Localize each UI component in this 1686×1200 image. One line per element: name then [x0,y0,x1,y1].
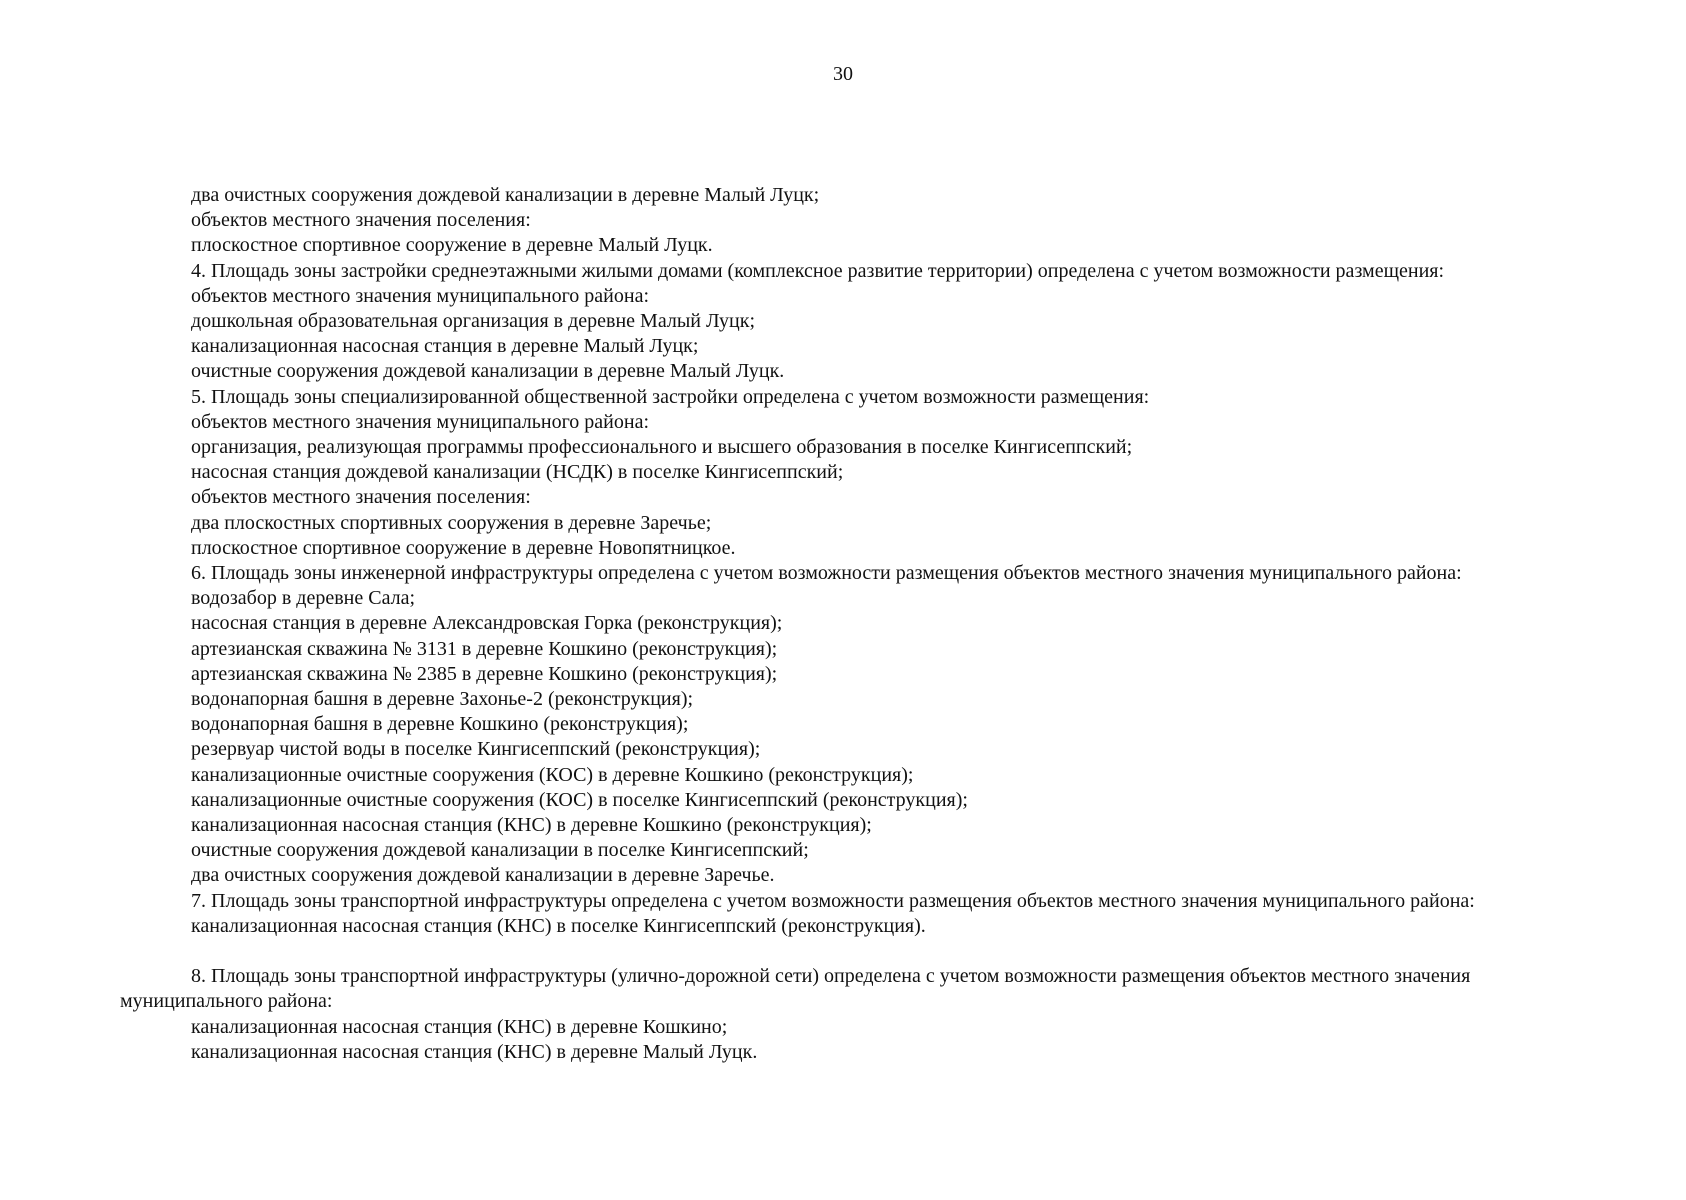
text-line: плоскостное спортивное сооружение в деревне Малый Луцк. [191,234,713,257]
text-line: водозабор в деревне Сала; [191,587,416,610]
text-line: объектов местного значения муниципального района: [191,284,649,307]
paragraph-8-continuation: муниципального района: [120,990,333,1013]
text-line: канализационная насосная станция (КНС) в деревне Кошкино (реконструкция); [191,814,872,837]
text-line: водонапорная башня в деревне Захонье-2 (реконструкция); [191,688,694,711]
text-line: объектов местного значения поселения: [191,486,531,509]
text-line: организация, реализующая программы профессионального и высшего образования в поселке Кингисеппский; [191,436,1133,459]
paragraph-7-heading: 7. Площадь зоны транспортной инфраструктуры определена с учетом возможности размещения объектов местного значения муниципального района: [191,889,1475,912]
text-line: канализационные очистные сооружения (КОС) в деревне Кошкино (реконструкция); [191,763,914,786]
text-line: канализационная насосная станция (КНС) в деревне Кошкино; [191,1015,728,1038]
text-line: водонапорная башня в деревне Кошкино (реконструкция); [191,713,689,736]
text-line: объектов местного значения муниципального района: [191,410,649,433]
paragraph-5-heading: 5. Площадь зоны специализированной общественной застройки определена с учетом возможности размещения: [191,385,1150,408]
paragraph-4-heading: 4. Площадь зоны застройки среднеэтажными жилыми домами (комплексное развитие территории) определена с учетом возможности размещения: [191,259,1445,282]
text-line: очистные сооружения дождевой канализации в деревне Малый Луцк. [191,360,785,383]
text-line: канализационные очистные сооружения (КОС) в поселке Кингисеппский (реконструкция); [191,788,968,811]
text-line: канализационная насосная станция (КНС) в деревне Малый Луцк. [191,1040,758,1063]
text-line: дошкольная образовательная организация в деревне Малый Луцк; [191,310,756,333]
text-line: очистные сооружения дождевой канализации в поселке Кингисеппский; [191,839,809,862]
paragraph-6-heading: 6. Площадь зоны инженерной инфраструктуры определена с учетом возможности размещения объектов местного значения муниципального района: [191,562,1462,585]
page-number: 30 [833,63,853,85]
text-line: канализационная насосная станция в деревне Малый Луцк; [191,335,699,358]
text-line: канализационная насосная станция (КНС) в поселке Кингисеппский (реконструкция). [191,914,926,937]
text-line: насосная станция в деревне Александровская Горка (реконструкция); [191,612,783,635]
text-line: плоскостное спортивное сооружение в деревне Новопятницкое. [191,536,736,559]
text-line: два очистных сооружения дождевой канализации в деревне Малый Луцк; [191,184,820,206]
text-line: два очистных сооружения дождевой канализации в деревне Заречье. [191,864,775,887]
text-line: артезианская скважина № 3131 в деревне Кошкино (реконструкция); [191,637,778,660]
paragraph-gap [191,939,1611,964]
text-line: резервуар чистой воды в поселке Кингисеппский (реконструкция); [191,738,761,761]
text-line: артезианская скважина № 2385 в деревне Кошкино (реконструкция); [191,662,778,685]
text-line: насосная станция дождевой канализации (НСДК) в поселке Кингисеппский; [191,461,844,484]
paragraph-8-heading: 8. Площадь зоны транспортной инфраструктуры (улично-дорожной сети) определена с учетом возможности размещения объектов местного значения [191,965,1471,988]
text-line: два плоскостных спортивных сооружения в деревне Заречье; [191,511,712,534]
document-body [120,183,1611,1065]
text-line: объектов местного значения поселения: [191,209,531,232]
